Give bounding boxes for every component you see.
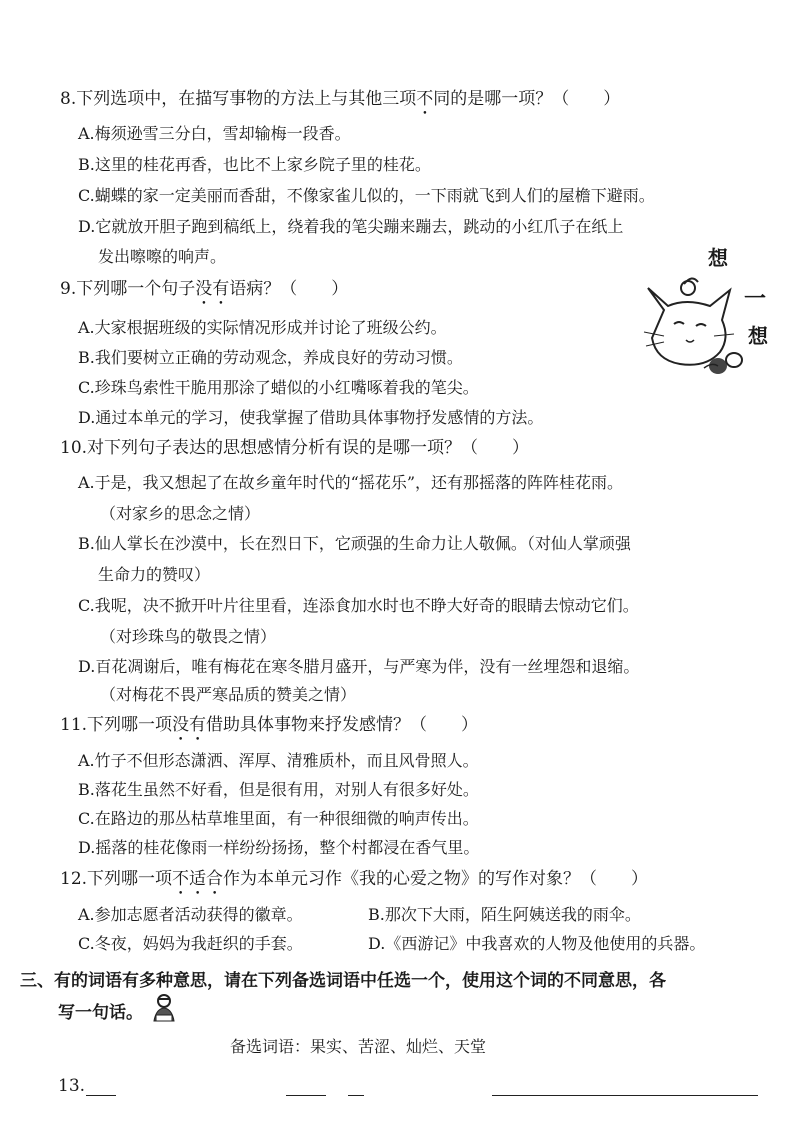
q10-option-d-note: （对梅花不畏严寒品质的赞美之情） [100,685,357,704]
section-3-instruction: 三、有的词语有多种意思，请在下列备选词语中任选一个，使用这个词的不同意思，各 [20,971,666,991]
q12-option-b: B.那次下大雨，陌生阿姨送我的雨伞。 [368,905,641,924]
q10-option-a-note: （对家乡的思念之情） [100,504,261,523]
q9-option-c: C.珍珠鸟索性干脆用那涂了蜡似的小红嘴啄着我的笔尖。 [78,378,479,397]
section-3-instruction-cont: 写一句话。 [58,1003,143,1023]
question-8-stem: 8.下列选项中，在描写事物的方法上与其他三项不同的是哪一项？（ ） [60,89,621,109]
answer-blank-1[interactable] [86,1095,116,1096]
q8-option-b: B.这里的桂花再香，也比不上家乡院子里的桂花。 [78,155,431,174]
q11-option-b: B.落花生虽然不好看，但是很有用，对别人有很多好处。 [78,780,479,799]
q11-option-c: C.在路边的那丛枯草堆里面，有一种很细微的响声传出。 [78,809,479,828]
q8-option-c: C.蝴蝶的家一定美丽而香甜，不像家雀儿似的，一下雨就飞到人们的屋檐下避雨。 [78,186,655,205]
thinking-cat-icon [634,268,746,380]
q12-option-c: C.冬夜，妈妈为我赶织的手套。 [78,934,303,953]
question-13-number: 13. [58,1076,86,1096]
q8-option-a: A.梅须逊雪三分白，雪却输梅一段香。 [78,124,351,143]
q11-option-a: A.竹子不但形态潇洒、浑厚、清雅质朴，而且风骨照人。 [78,751,479,770]
question-11-stem: 11.下列哪一项没有借助具体事物来抒发感情？（ ） [60,715,479,735]
think-char-3: 想 [748,324,768,348]
q9-option-a: A.大家根据班级的实际情况形成并讨论了班级公约。 [78,318,447,337]
think-char-1: 想 [708,246,728,270]
student-writing-icon [150,993,178,1023]
answer-blank-4[interactable] [492,1095,758,1096]
q8-option-d: D.它就放开胆子跑到稿纸上，绕着我的笔尖蹦来蹦去，跳动的小红爪子在纸上 [78,217,624,236]
think-char-2: 一 [744,286,767,312]
q12-option-d: D.《西游记》中我喜欢的人物及他使用的兵器。 [368,934,706,953]
question-12-stem: 12.下列哪一项不适合作为本单元习作《我的心爱之物》的写作对象？（ ） [60,869,649,889]
q10-option-c: C.我呢，决不掀开叶片往里看，连添食加水时也不睁大好奇的眼睛去惊动它们。 [78,596,639,615]
q11-option-d: D.摇落的桂花像雨一样纷纷扬扬，整个村都浸在香气里。 [78,838,480,857]
candidate-words: 备选词语：果实、苦涩、灿烂、天堂 [230,1037,487,1056]
answer-blank-3[interactable] [348,1095,364,1096]
question-10-stem: 10.对下列句子表达的思想感情分析有误的是哪一项？（ ） [60,438,530,458]
q9-option-d: D.通过本单元的学习，使我掌握了借助具体事物抒发感情的方法。 [78,408,544,427]
answer-blank-2[interactable] [286,1095,326,1096]
q12-option-a: A.参加志愿者活动获得的徽章。 [78,905,303,924]
q8-option-d-cont: 发出嚓嚓的响声。 [98,247,227,266]
q10-option-a: A.于是，我又想起了在故乡童年时代的“摇花乐”，还有那摇落的阵阵桂花雨。 [78,473,624,492]
question-9-stem: 9.下列哪一个句子没有语病？（ ） [60,279,349,299]
q10-option-c-note: （对珍珠鸟的敬畏之情） [100,627,277,646]
q10-option-b: B.仙人掌长在沙漠中，长在烈日下，它顽强的生命力让人敬佩。（对仙人掌顽强 [78,534,631,553]
q10-option-b-note: 生命力的赞叹） [98,565,211,584]
q10-option-d: D.百花凋谢后，唯有梅花在寒冬腊月盛开，与严寒为伴，没有一丝埋怨和退缩。 [78,657,640,676]
q9-option-b: B.我们要树立正确的劳动观念，养成良好的劳动习惯。 [78,348,463,367]
